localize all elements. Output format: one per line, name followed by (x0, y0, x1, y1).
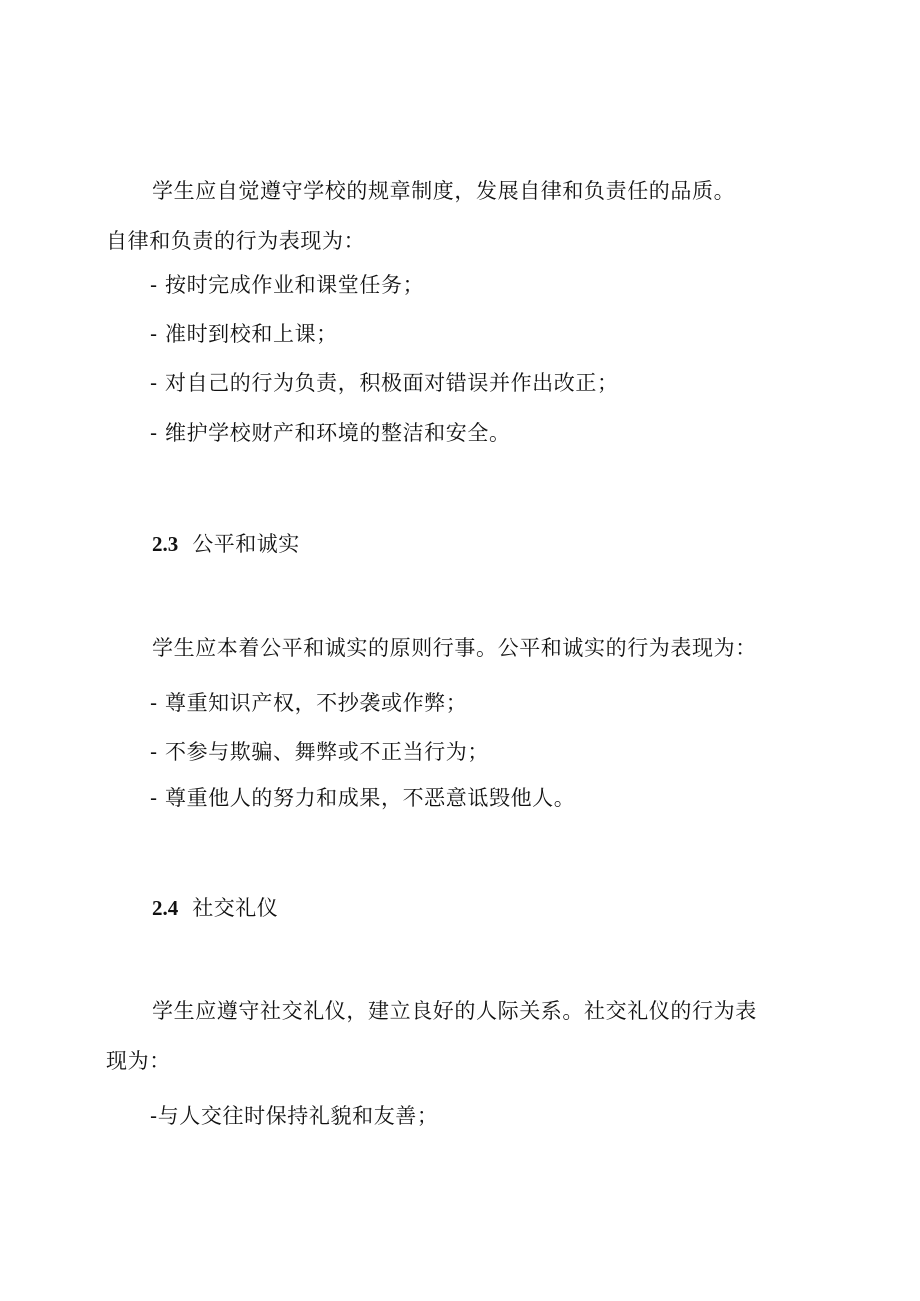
list-item: - 维护学校财产和环境的整洁和安全。 (150, 421, 511, 445)
list-item: - 准时到校和上课； (150, 322, 338, 346)
section-2-4-paragraph-line-1: 学生应遵守社交礼仪，建立良好的人际关系。社交礼仪的行为表 (152, 999, 757, 1023)
section-number: 2.3 (152, 532, 179, 556)
intro-paragraph-line-1: 学生应自觉遵守学校的规章制度，发展自律和负责任的品质。 (152, 179, 736, 203)
list-item: - 不参与欺骗、舞弊或不正当行为； (150, 740, 489, 764)
section-2-4-paragraph-line-2: 现为： (106, 1049, 171, 1073)
section-title: 公平和诚实 (192, 532, 300, 556)
list-item: - 尊重他人的努力和成果，不恶意诋毁他人。 (150, 786, 576, 810)
section-heading-2-3 (152, 529, 300, 559)
section-2-3-paragraph: 学生应本着公平和诚实的原则行事。公平和诚实的行为表现为： (152, 636, 757, 660)
section-heading-2-4 (152, 893, 278, 923)
list-item: -与人交往时保持礼貌和友善； (150, 1104, 439, 1128)
intro-paragraph-line-2: 自律和负责的行为表现为： (106, 229, 366, 253)
list-item: - 按时完成作业和课堂任务； (150, 273, 425, 297)
section-title: 社交礼仪 (192, 896, 279, 920)
section-number: 2.4 (152, 896, 179, 920)
list-item: - 尊重知识产权，不抄袭或作弊； (150, 691, 468, 715)
list-item: - 对自己的行为负责，积极面对错误并作出改正； (150, 371, 619, 395)
